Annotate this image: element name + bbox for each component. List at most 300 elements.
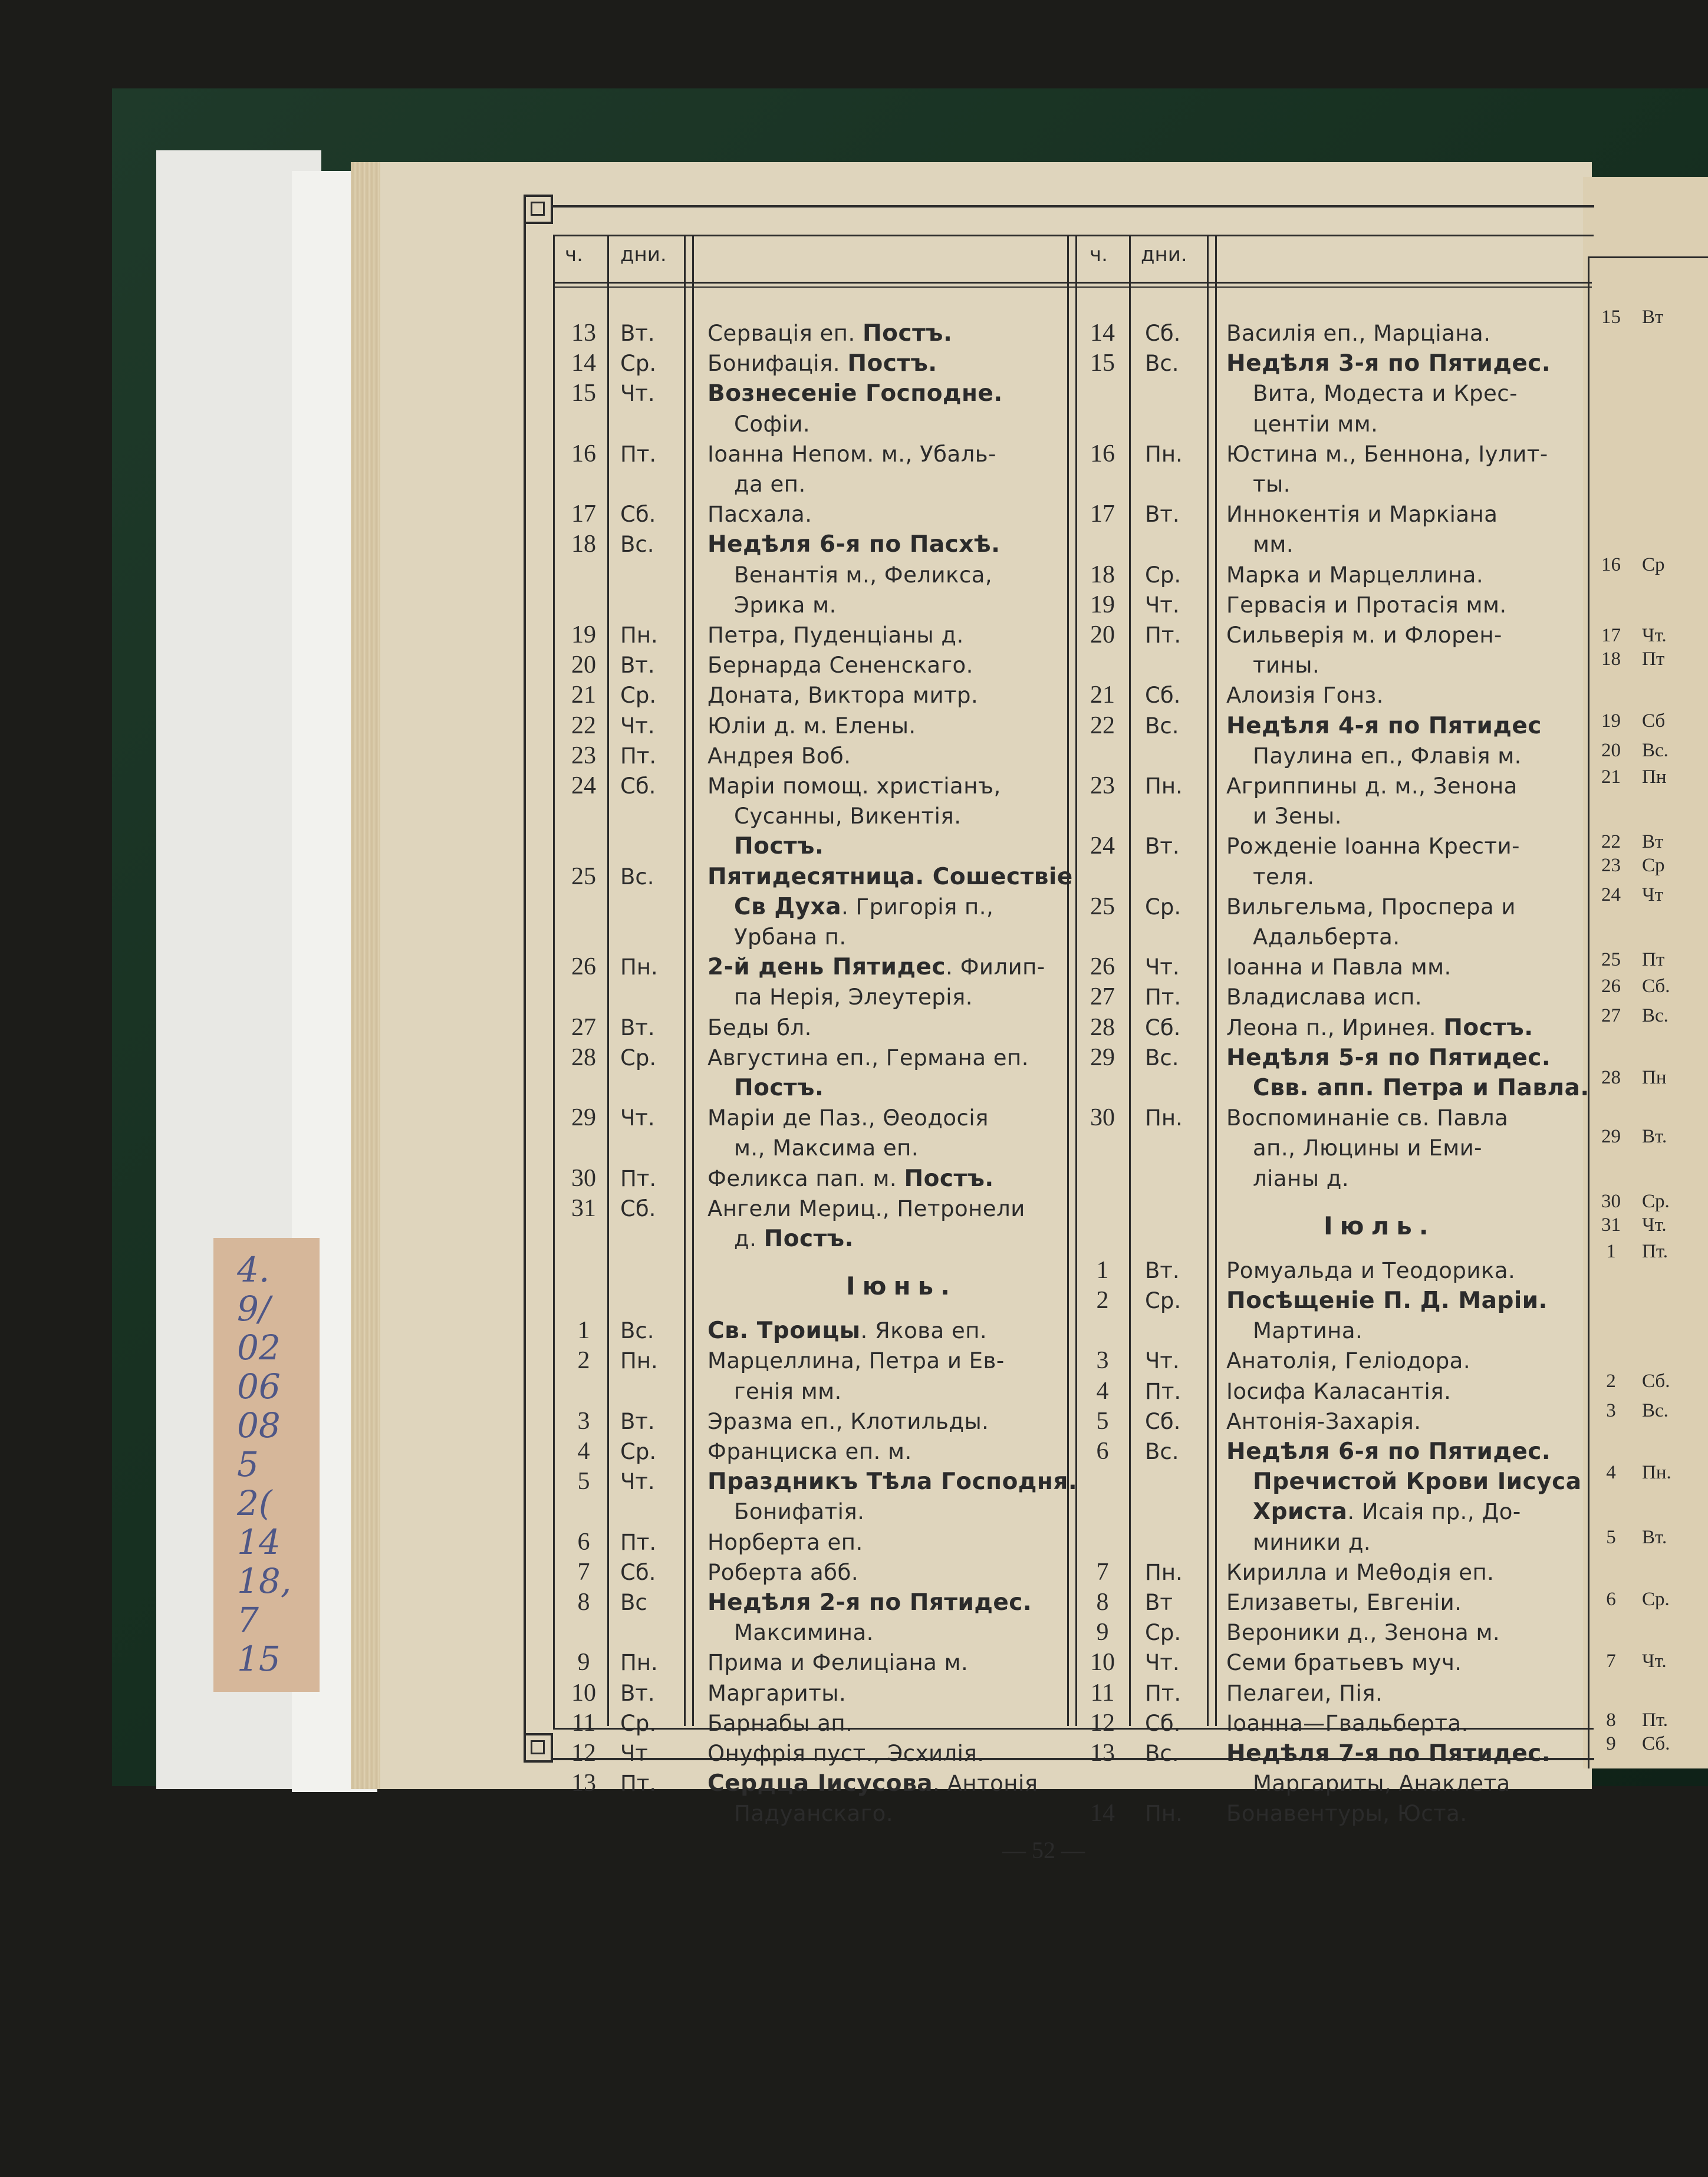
feast-text (707, 1133, 919, 1163)
day-number: 13 (1090, 1740, 1115, 1767)
weekday: Пт. (620, 743, 657, 769)
weekday: Вс (620, 1590, 647, 1615)
feast-text (1226, 1678, 1383, 1708)
feast-plain: Іоанна и Павла мм. (1226, 954, 1452, 980)
feast-text (1226, 1286, 1548, 1316)
feast-text (1226, 1588, 1462, 1618)
day-number: 17 (1090, 500, 1115, 528)
weekday: Пт. (620, 1165, 657, 1191)
feast-bold: Недѣля 7-я по Пятидес. (1226, 1740, 1551, 1767)
day-number: 27 (1090, 983, 1115, 1011)
day-number: 10 (571, 1679, 596, 1707)
next-page-weekday: Ср. (1642, 1589, 1670, 1610)
weekday: Пн. (1145, 1105, 1183, 1131)
feast-text (1226, 1013, 1533, 1043)
weekday: Вт. (1145, 502, 1180, 528)
next-page-day-number: 29 (1601, 1126, 1621, 1147)
feast-plain: ап., Люцины и Еми- (1253, 1135, 1483, 1161)
next-page-day-number: 24 (1601, 884, 1621, 905)
weekday: Вс. (1145, 1741, 1179, 1766)
day-number: 25 (571, 862, 596, 890)
next-page-day-number: 4 (1606, 1462, 1616, 1483)
day-number: 20 (1090, 621, 1115, 648)
day-number: 4 (1096, 1377, 1109, 1405)
feast-plain: Кирилла и Меθодія еп. (1226, 1559, 1495, 1585)
day-number: 30 (571, 1164, 596, 1192)
weekday: Ср. (620, 1045, 657, 1071)
feast-plain: д. (734, 1226, 764, 1251)
feast-plain: Вильгельма, Проспера и (1226, 894, 1516, 920)
feast-plain: па Нерія, Элеутерія. (734, 984, 973, 1010)
day-number: 9 (577, 1649, 590, 1677)
weekday: Ср. (1145, 562, 1182, 588)
header-left-day: дни. (620, 243, 667, 266)
next-page-row (1595, 855, 1665, 877)
feast-text (707, 529, 1000, 559)
day-number: 22 (571, 712, 596, 739)
feast-text (707, 711, 916, 741)
next-page-day-number: 26 (1601, 976, 1621, 997)
weekday: Вс. (1145, 1439, 1179, 1464)
feast-plain: Маргариты. (707, 1680, 847, 1706)
feast-plain: Пасхала. (707, 502, 812, 528)
weekday: Сб. (1145, 1408, 1181, 1434)
feast-text (707, 1164, 994, 1194)
weekday: Ср. (1145, 894, 1182, 920)
weekday: Вт. (620, 653, 655, 679)
feast-plain: Іоанна—Гвальберта. (1226, 1710, 1469, 1736)
next-page-weekday: Пт. (1642, 1241, 1668, 1262)
feast-text (1226, 1497, 1521, 1527)
feast-plain: Агриппины д. м., Зенона (1226, 773, 1518, 799)
feast-plain: Прима и Фелиціана м. (707, 1650, 969, 1676)
day-number: 19 (571, 621, 596, 648)
feast-plain: Василія еп., Марціана. (1226, 321, 1491, 346)
feast-text (707, 1738, 984, 1768)
feast-bold: 2-й день Пятидес (707, 954, 946, 981)
next-page-row (1595, 1371, 1670, 1392)
feast-bold: Праздникъ Тѣла Господня. (707, 1468, 1078, 1496)
next-page-row (1595, 1589, 1670, 1610)
feast-text (707, 862, 1073, 892)
weekday: Вт. (620, 1015, 655, 1040)
feast-plain: Паулина еп., Флавія м. (1253, 743, 1522, 769)
feast-text (707, 1013, 812, 1043)
feast-text (707, 1467, 1077, 1497)
next-page-weekday: Чт (1642, 884, 1663, 905)
feast-plain: . Исаія пр., До- (1347, 1499, 1521, 1525)
feast-plain: Алоизія Гонз. (1226, 683, 1384, 709)
weekday: Вт. (1145, 834, 1180, 859)
day-number: 25 (1090, 892, 1115, 920)
weekday: Пт. (1145, 1378, 1182, 1404)
feast-plain: Анатолія, Геліодора. (1226, 1348, 1471, 1374)
handwritten-note: 9/ (237, 1289, 271, 1329)
day-number: 29 (571, 1104, 596, 1132)
next-page-weekday: Ср (1642, 855, 1665, 876)
feast-plain: ліаны д. (1253, 1165, 1350, 1191)
next-page-weekday: Сб (1642, 710, 1666, 732)
feast-plain: Эразма еп., Клотильды. (707, 1408, 989, 1434)
day-number: 7 (1096, 1558, 1109, 1586)
weekday: Пт. (1145, 623, 1182, 648)
next-page-weekday: Вт (1642, 831, 1664, 852)
day-number: 21 (1090, 681, 1115, 709)
day-number: 14 (1090, 1800, 1115, 1827)
next-page-day-number: 23 (1601, 855, 1621, 876)
feast-plain: . Якова еп. (860, 1318, 988, 1344)
feast-text (707, 1557, 858, 1588)
feast-plain: Иннокентія и Маркіана (1226, 502, 1498, 528)
next-page-day-number: 31 (1601, 1214, 1621, 1236)
feast-plain: Маріи де Паз., Θеодосія (707, 1105, 989, 1131)
weekday: Вс. (1145, 1045, 1179, 1071)
day-number: 3 (1096, 1347, 1109, 1375)
feast-text (707, 741, 851, 771)
feast-text (707, 1224, 854, 1254)
col-divider-day-right-b (1215, 235, 1217, 1726)
weekday: Сб. (1145, 1710, 1181, 1736)
feast-plain: Адальберта. (1253, 924, 1400, 950)
weekday: Сб. (620, 1195, 656, 1221)
page-number: — 52 — (1002, 1837, 1085, 1863)
feast-text (1226, 801, 1342, 831)
weekday: Пт. (1145, 1680, 1182, 1706)
feast-text (707, 499, 812, 529)
feast-text (1226, 529, 1294, 559)
feast-text (707, 590, 837, 620)
feast-plain: Бернарда Сененскаго. (707, 653, 973, 679)
month-heading: Іюнь. (846, 1272, 957, 1301)
feast-plain: Рожденіе Іоанна Крести- (1226, 834, 1520, 859)
next-page-day-number: 3 (1606, 1400, 1616, 1421)
day-number: 13 (571, 1770, 596, 1797)
day-number: 12 (571, 1740, 596, 1767)
weekday: Вт. (1145, 1257, 1180, 1283)
next-page-day-number: 22 (1601, 831, 1621, 852)
feast-plain: Гервасія и Протасія мм. (1226, 592, 1507, 618)
weekday: Вт. (620, 1680, 655, 1706)
next-page-row (1595, 1651, 1667, 1672)
feast-plain: Ромуальда и Теодорика. (1226, 1257, 1516, 1283)
feast-plain: Юстина м., Беннона, Іулит- (1226, 441, 1548, 467)
feast-plain: тины. (1253, 653, 1320, 679)
feast-text (1226, 771, 1518, 801)
next-page-weekday: Ср (1642, 554, 1665, 575)
feast-text (707, 1103, 989, 1133)
next-page-weekday: Ср. (1642, 1191, 1670, 1212)
feast-text (1226, 499, 1498, 529)
next-page-row (1595, 625, 1667, 647)
handwritten-note: 06 (237, 1366, 281, 1407)
next-page-day-number: 9 (1606, 1733, 1616, 1754)
next-page-day-number: 6 (1606, 1589, 1616, 1610)
feast-text (707, 650, 973, 680)
day-number: 26 (571, 953, 596, 981)
weekday: Чт. (620, 381, 655, 407)
next-page-day-number: 17 (1601, 625, 1621, 646)
feast-plain: Марка и Марцеллина. (1226, 562, 1484, 588)
weekday: Вс. (620, 864, 654, 890)
next-page-weekday: Чт. (1642, 625, 1667, 646)
feast-plain: Андрея Воб. (707, 743, 851, 769)
day-number: 19 (1090, 591, 1115, 618)
day-number: 18 (571, 531, 596, 558)
weekday: Вт (1145, 1590, 1173, 1615)
weekday: Чт (620, 1741, 648, 1766)
feast-text (1226, 560, 1483, 590)
feast-text (707, 952, 1045, 982)
feast-bold: Св. Троицы (707, 1318, 861, 1345)
feast-plain: . Антонія (933, 1771, 1038, 1797)
next-page-weekday: Пт (1642, 949, 1665, 970)
next-page-row (1595, 766, 1667, 788)
next-page-row (1595, 740, 1668, 762)
feast-plain: Бонифатія. (734, 1499, 865, 1525)
corner-ornament-bottom (524, 1733, 553, 1763)
next-page-row (1595, 1733, 1670, 1755)
day-number: 29 (1090, 1043, 1115, 1071)
feast-plain: ты. (1253, 472, 1291, 497)
feast-plain: Феликса пап. м. (707, 1165, 904, 1191)
day-number: 15 (571, 380, 596, 407)
feast-plain: Онуфрія пуст., Эсхилія. (707, 1741, 985, 1766)
weekday: Ср. (620, 683, 657, 709)
feast-text (707, 560, 992, 590)
weekday: Чт. (1145, 954, 1180, 980)
day-number: 2 (1096, 1287, 1109, 1314)
next-page-day-number: 5 (1606, 1527, 1616, 1548)
feast-text (707, 1316, 987, 1346)
day-number: 1 (1096, 1256, 1109, 1284)
next-page-row (1595, 648, 1664, 670)
feast-text (1226, 1043, 1551, 1073)
next-page-weekday: Вс. (1642, 1005, 1668, 1026)
feast-bold: Сердца Іисусова (707, 1770, 933, 1797)
handwritten-note: 2( (237, 1483, 272, 1523)
day-number: 11 (1090, 1679, 1115, 1707)
feast-text (707, 1708, 853, 1738)
next-page-day-number: 18 (1601, 648, 1621, 670)
weekday: Вт. (620, 321, 655, 346)
feast-text (1226, 1768, 1510, 1799)
col-divider-day-left (684, 235, 686, 1726)
feast-plain: Падуанскаго. (734, 1801, 894, 1827)
feast-bold: Недѣля 4-я по Пятидес (1226, 712, 1542, 739)
feast-text (707, 620, 964, 650)
weekday: Пн. (1145, 1801, 1183, 1827)
feast-text (1226, 469, 1291, 499)
next-page-day-number: 1 (1606, 1241, 1616, 1262)
weekday: Вс. (1145, 713, 1179, 739)
day-number: 3 (577, 1407, 590, 1435)
next-page-day-number: 27 (1601, 1005, 1621, 1026)
feast-bold: Постъ. (863, 320, 953, 347)
day-number: 4 (577, 1438, 590, 1465)
handwritten-note: 15 (237, 1639, 281, 1679)
feast-text (707, 771, 1001, 801)
day-number: 27 (571, 1013, 596, 1041)
feast-plain: Августина еп., Германа еп. (707, 1045, 1029, 1071)
feast-text (1226, 1467, 1582, 1497)
day-number: 7 (577, 1558, 590, 1586)
feast-text (1226, 1316, 1363, 1346)
feast-text (1226, 1256, 1515, 1286)
feast-text (1226, 892, 1516, 922)
feast-plain: Юліи д. м. Елены. (707, 713, 916, 739)
weekday: Пт. (620, 1771, 657, 1797)
weekday: Пт. (1145, 984, 1182, 1010)
feast-bold: Постъ. (734, 833, 824, 860)
feast-text (707, 1678, 846, 1708)
next-page-day-number: 25 (1601, 949, 1621, 970)
feast-plain: Мартина. (1253, 1318, 1363, 1344)
handwritten-sticker (213, 1238, 320, 1692)
weekday: Вт. (620, 1408, 655, 1434)
feast-plain: Іоанна Непом. м., Убаль- (707, 441, 996, 467)
feast-text (1226, 1407, 1421, 1437)
feast-text (1226, 1073, 1589, 1103)
feast-plain: Петра, Пуденціаны д. (707, 623, 964, 648)
feast-text (1226, 922, 1400, 952)
weekday: Сб. (620, 502, 656, 528)
feast-text (707, 1618, 874, 1648)
day-number: 24 (1090, 832, 1115, 860)
feast-text (707, 801, 961, 831)
feast-plain: Эрика м. (734, 592, 837, 618)
feast-text (707, 1497, 864, 1527)
feast-plain: Марцеллина, Петра и Ев- (707, 1348, 1005, 1374)
day-number: 6 (1096, 1438, 1109, 1465)
next-page-day-number: 28 (1601, 1067, 1621, 1088)
next-page-row (1595, 1400, 1668, 1422)
day-number: 14 (1090, 320, 1115, 347)
col-divider-middle-b (1075, 235, 1077, 1726)
feast-text (1226, 1527, 1371, 1557)
feast-text (707, 922, 847, 952)
feast-bold: Вознесеніе Господне. (707, 380, 1003, 407)
feast-text (1226, 1133, 1482, 1163)
weekday: Сб. (1145, 321, 1181, 346)
next-page-day-number: 21 (1601, 766, 1621, 788)
feast-plain: генія мм. (734, 1378, 842, 1404)
feast-text (1226, 952, 1452, 982)
next-page-fragment (1583, 177, 1708, 1768)
day-number: 2 (577, 1347, 590, 1375)
col-divider-num-left (607, 235, 609, 1726)
header-left-num: ч. (565, 243, 583, 266)
next-page-weekday: Чт. (1642, 1651, 1667, 1672)
day-number: 22 (1090, 712, 1115, 739)
next-page-row (1595, 1214, 1667, 1236)
day-number: 28 (571, 1043, 596, 1071)
feast-text (707, 892, 993, 922)
feast-text (707, 439, 996, 469)
weekday: Пт. (620, 1529, 657, 1555)
feast-text (1226, 650, 1319, 680)
next-page-weekday: Вс. (1642, 1400, 1668, 1421)
next-page-day-number: 2 (1606, 1371, 1616, 1392)
feast-plain: мм. (1253, 532, 1294, 558)
weekday: Чт. (620, 1469, 655, 1495)
feast-text (1226, 741, 1522, 771)
next-page-weekday: Вс. (1642, 740, 1668, 761)
feast-plain: Франциска еп. м. (707, 1439, 912, 1464)
feast-bold: Свв. апп. Петра и Павла. (1253, 1075, 1589, 1101)
feast-bold: Недѣля 3-я по Пятидес. (1226, 350, 1551, 377)
feast-plain: Сусанны, Викентія. (734, 803, 962, 829)
feast-bold: Постъ. (1443, 1014, 1533, 1041)
feast-plain: Бонифація. (707, 351, 848, 377)
day-number: 17 (571, 500, 596, 528)
handwritten-note: 5 (237, 1444, 259, 1484)
header-right-day: дни. (1141, 243, 1187, 266)
next-page-weekday: Сб. (1642, 1371, 1670, 1392)
feast-text (1226, 1376, 1451, 1407)
feast-plain: Ангели Мериц., Петронели (707, 1195, 1025, 1221)
next-page-day-number: 19 (1601, 710, 1621, 732)
feast-plain: теля. (1253, 864, 1315, 890)
day-number: 16 (1090, 440, 1115, 467)
feast-text (707, 1073, 824, 1103)
feast-text (707, 1043, 1029, 1073)
feast-plain: . Филип- (946, 954, 1045, 980)
feast-plain: . Григорія п., (841, 894, 994, 920)
next-page-row (1595, 1527, 1667, 1549)
feast-text (707, 1437, 912, 1467)
weekday: Вс. (620, 1318, 654, 1344)
next-page-weekday: Пт. (1642, 1710, 1668, 1731)
feast-text (1226, 409, 1378, 439)
feast-bold: Постъ. (734, 1075, 824, 1101)
feast-plain: Бонавентуры, Юста. (1226, 1801, 1467, 1827)
next-page-weekday: Вт. (1642, 1126, 1667, 1147)
next-page-row (1595, 1126, 1667, 1148)
feast-text (707, 1768, 1038, 1799)
feast-plain: Доната, Виктора митр. (707, 683, 979, 709)
feast-plain: миники д. (1253, 1529, 1371, 1555)
feast-plain: Максимина. (734, 1620, 874, 1646)
feast-text (1226, 620, 1502, 650)
day-number: 5 (1096, 1407, 1109, 1435)
feast-text (707, 1407, 989, 1437)
next-page-day-number: 8 (1606, 1710, 1616, 1731)
feast-bold: Недѣля 2-я по Пятидес. (707, 1589, 1032, 1616)
day-number: 23 (1090, 772, 1115, 799)
day-number: 5 (577, 1468, 590, 1496)
feast-plain: Барнабы ап. (707, 1710, 853, 1736)
day-number: 21 (571, 681, 596, 709)
next-page-day-number: 30 (1601, 1191, 1621, 1212)
weekday: Пн. (1145, 773, 1183, 799)
day-number: 8 (577, 1589, 590, 1616)
next-page-row (1595, 1067, 1667, 1089)
feast-bold: Пречистой Крови Іисуса (1253, 1468, 1582, 1496)
feast-text (1226, 862, 1315, 892)
feast-text (707, 1346, 1005, 1376)
feast-text (1226, 1437, 1551, 1467)
feast-bold: Недѣля 6-я по Пятидес. (1226, 1438, 1551, 1465)
handwritten-note: 18, (237, 1561, 292, 1601)
next-page-weekday: Пн (1642, 766, 1667, 788)
month-heading: Іюль. (1324, 1211, 1436, 1240)
feast-text (707, 318, 952, 348)
next-page-row (1595, 976, 1670, 997)
feast-text (707, 1376, 842, 1407)
weekday: Ср. (620, 351, 657, 377)
next-page-weekday: Вт (1642, 307, 1664, 328)
corner-ornament-top (524, 195, 553, 224)
